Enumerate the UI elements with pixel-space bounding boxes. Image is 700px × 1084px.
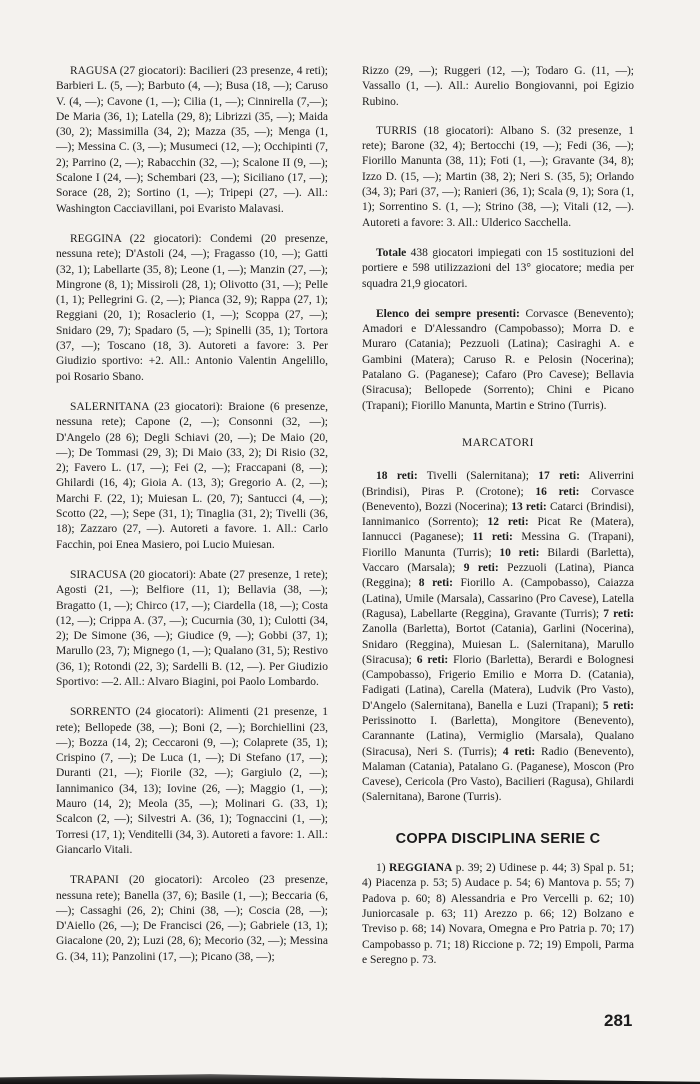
team-roster: (20 giocatori): Arcoleo (23 presenze, nessuna rete); Banella (37, 6); Basile (1, —); Beccaria (6, —); Cassaghi (26, 2); Chini (38, —); Coscia (28, —); D'Aiello (26, —); De Francisci (26, —); Gabriele (13, 1); Giacalone (20, 2); Luzi (28, 6); Mecorio (32, —); Messina G. (34, 11); Panzolini (17, —); Picano (38, —); bbox=[56, 874, 328, 963]
marcatori-scorers: Pezzuoli (Latina), Pianca (Reggina); bbox=[362, 562, 634, 590]
team-name: SORRENTO bbox=[70, 706, 131, 719]
left-column bbox=[56, 64, 328, 980]
marcatori-scorers: Catarci (Brindisi), Iannimanico (Sorrento); bbox=[362, 500, 634, 529]
marcatori-heading: MARCATORI bbox=[461, 436, 535, 449]
team-roster: (22 giocatori): Condemi (20 presenze, nessuna rete); D'Astoli (24, —); Fragasso (10, —); Gatti (32, 1); Labellarte (35, 8); Leone (1, —); Manzin (27, —); Mingrone (8, 1); Missiroli (28, 1); Olivotto (31, —); Pelle (1, 1); Pellegrini G. (2, —); Pianca (32, 9); Rappa (27, 1); Reggiani (20, 1); Rosaclerio (1, —); Scoppa (27, —); Snidaro (29, 7); Spadaro (5, —); Spinelli (35, 1); Tortora (37, —); Toscano (18, 3). Autoreti a favore: 3. Per Giudizio sportivo: +2. All.: Antonio Valentin Angelillo, poi Rosario Sbano. bbox=[56, 232, 328, 383]
marcatori-scorers: Picat Re (Matera), Iannucci (Paganese); bbox=[362, 516, 634, 544]
marcatori-goals-label: 11 reti: bbox=[472, 531, 513, 544]
marcatori-goals-label: 17 reti: bbox=[538, 470, 580, 483]
coppa-first-team: REGGIANA bbox=[389, 862, 453, 875]
team-entry-trapani bbox=[56, 873, 328, 965]
totale-label: Totale bbox=[376, 246, 407, 259]
marcatori-goals-label: 5 reti: bbox=[602, 699, 634, 712]
marcatori-goals-label: 7 reti: bbox=[603, 607, 634, 620]
team-entry-reggina bbox=[56, 232, 328, 385]
coppa-paragraph bbox=[362, 861, 634, 968]
coppa-rank-1: 1) bbox=[376, 862, 386, 875]
team-roster: (18 giocatori): Albano S. (32 presenze, 1 rete); Barone (32, 4); Bertocchi (19, —); Fedi (36, —); Fiorillo Manunta (38, 11); Foti (1, —); Gravante (34, 8); Izzo D. (15, —); Martin (38, 2); Neri S. (35, 5); Orlando (34, 3); Pari (37, —); Ranieri (36, 1); Scala (9, 1); Sora (1, 1); Sorrentino S. (1, —); Strino (38, —); Vitali (12, —). Autoreti a favore: 3. All.: Ulderico Sacchella. bbox=[362, 124, 634, 229]
marcatori-scorers: Aliverrini (Brindisi), Piras P. (Crotone); bbox=[362, 470, 635, 498]
team-name: TURRIS bbox=[376, 124, 417, 137]
marcatori-goals-label: 6 reti: bbox=[416, 653, 449, 666]
marcatori-scorers: Florio (Barletta), Berardi e Bolognesi (Campobasso), Frigerio Emilio e Morra D. (Catania), Fadigati (Latina), Carella (Matera), Ludvik (Pro Vasto), D'Angelo (Salernitana), Banella e Luzi (Trapani); bbox=[362, 653, 634, 712]
page-edge-shadow bbox=[0, 1062, 700, 1084]
team-name: REGGINA bbox=[70, 232, 122, 245]
marcatori-goals-label: 8 reti: bbox=[418, 577, 453, 590]
team-name: RAGUSA bbox=[70, 65, 117, 77]
marcatori-goals-label: 9 reti: bbox=[463, 562, 499, 575]
team-name: SIRACUSA bbox=[70, 568, 127, 581]
elenco-label: Elenco dei sempre presenti: bbox=[376, 307, 520, 320]
team-name: TRAPANI bbox=[70, 874, 119, 887]
team-entry-salernitana bbox=[56, 400, 328, 553]
marcatori-scorers: Messina G. (Trapani), Fiorillo Manunta (Turris); bbox=[362, 531, 634, 559]
marcatori-paragraph bbox=[362, 469, 634, 806]
marcatori-scorers: Bilardi (Barletta), Vaccaro (Marsala); bbox=[362, 546, 635, 575]
totale-text: 438 giocatori impiegati con 15 sostituzioni del portiere e 598 utilizzazioni del 13° giocatore; media per squadra 21,9 giocatori. bbox=[362, 246, 634, 290]
elenco-paragraph bbox=[362, 307, 634, 414]
team-roster: (20 giocatori): Abate (27 presenze, 1 rete); Agosti (21, —); Belfiore (11, 1); Bellavia (38, —); Bragatto (1, —); Chirco (17, —); Ciardella (18, —); Costa (12, —); Crippa A. (37, —); Cucurnia (30, 1); Culotti (34, 2); De Simone (36, —); Giudice (9, —); Gobbi (37, 1); Marullo (23, 7); Mignego (1, —); Qualano (31, 5); Restivo (36, 1); Rotondi (22, 3); Sardelli B. (12, —). Per Giudizio Sportivo: —2. All.: Alvaro Biagini, poi Paolo Lombardo. bbox=[56, 568, 328, 688]
team-entry-sorrento bbox=[56, 705, 328, 858]
team-entry-ragusa bbox=[56, 64, 328, 217]
team-entry-turris bbox=[362, 124, 634, 231]
coppa-disciplina-heading: COPPA DISCIPLINA SERIE C bbox=[395, 830, 601, 847]
marcatori-goals-label: 12 reti: bbox=[487, 516, 529, 529]
marcatori-scorers: Fiorillo A. (Campobasso), Caiazza (Latina), Umile (Marsala), Cassarino (Pro Cavese), Latella (Ragusa), Labellarte (Reggina), Gravante (Turris); bbox=[362, 577, 635, 620]
team-roster: (24 giocatori): Alimenti (21 presenze, 1 rete); Bellopede (38, —); Boni (2, —); Borchiellini (23, —); Bozza (14, 2); Ceccaroni (9, —); Colaprete (35, 1); Crispino (7, —); De Luca (1, —); Di Stefano (17, —); Duranti (21, —); Fiorile (32, —); Gargiulo (2, —); Iannimanico (34, 13); Iovine (26, —); Maggio (1, —); Mauro (14, 2); Meola (35, —); Molinari G. (33, 1); Scalcon (2, —); Silvestri A. (36, 1); Tognaccini (1, —); Torresi (17, 1); Venditelli (34, 3). Autoreti a favore: 1. All.: Giancarlo Vitali. bbox=[56, 706, 328, 856]
page-number: 281 bbox=[604, 1011, 633, 1030]
marcatori-scorers: Zanolla (Barletta), Bortot (Catania), Garlini (Nocerina), Snidaro (Reggina), Muiesan L. (Salernitana), Marullo (Siracusa); bbox=[362, 623, 634, 666]
marcatori-goals-label: 4 reti: bbox=[502, 745, 536, 758]
team-roster: (27 giocatori): Bacilieri (23 presenze, 4 reti); Barbieri L. (5, —); Barbuto (4, —); Busa (18, —); Caruso V. (4, —); Cavone (1, —); Cilia (1, —); Cinnirella (7,—); De Maria (36, 1); Latella (29, 8); Librizzi (35, —); Maida (30, 2); Massimilla (34, 2); Mazza (35, —); Menga (1, —); Messina C. (3, —); Musumeci (12, —); Occhipinti (7, 2); Parrino (2, —); Rabacchin (32, —); Scalone II (9, —); Scalone I (24, —); Schembari (23, —); Siciliano (17, —); Sorace (28, 2); Sortino (1, —); Tripepi (27, —). All.: Washington Cacciavillani, poi Evaristo Malavasi. bbox=[56, 65, 328, 215]
marcatori-goals-label: 10 reti: bbox=[499, 546, 540, 559]
trapani-continuation: Rizzo (29, —); Ruggeri (12, —); Todaro G. (11, —); Vassallo (1, —). All.: Aurelio Bongiovanni, poi Egizio Rubino. bbox=[362, 65, 634, 108]
right-column bbox=[362, 64, 634, 983]
marcatori-scorers: Perissinotto I. (Barletta), Mongitore (Benevento), Carannante (Latina), Vermiglio (Marsala), Qualano (Siracusa), Neri S. (Turris); bbox=[362, 714, 634, 758]
marcatori-scorers: Tivelli (Salernitana); bbox=[417, 470, 539, 483]
marcatori-goals-label: 18 reti: bbox=[376, 470, 418, 483]
coppa-text: p. 39; 2) Udinese p. 44; 3) Spal p. 51; 4) Piacenza p. 53; 5) Audace p. 54; 6) Mantova p. 55; 7) Padova p. 60; 8) Alessandria e Pro Vercelli p. 62; 10) Juniorcasale p. 63; 11) Arezzo p. 66; 12) Bolzano e Treviso p. 68; 14) Novara, Omegna e Pro Patria p. 70; 17) Campobasso p. 71; 18) Riccione p. 72; 19) Empoli, Parma e Seregno p. 73. bbox=[362, 862, 635, 966]
team-name: SALERNITANA bbox=[70, 400, 149, 413]
marcatori-scorers: Corvasce (Benevento), Bozzi (Nocerina); bbox=[362, 485, 634, 513]
totale-paragraph bbox=[362, 246, 634, 292]
team-roster: (23 giocatori): Braione (6 presenze, nessuna rete); Capone (2, —); Consonni (32, —); D'Angelo (28 6); Degli Schiavi (20, —); De Maio (20, —); De Tommasi (29, 3); Di Maio (33, 2); Di Risio (32, 2); Favero L. (17, —); Fei (2, —); Fraccapani (8, —); Ghilardi (16, 4); Gioia A. (13, 3); Gregorio A. (2, —); Marchi F. (22, 1); Muiesan L. (20, 7); Santucci (4, —); Scotto (22, —); Sepe (31, 1); Tinaglia (31, 2); Tivelli (36, 18); Zazzaro (27, —). Autoreti a favore. 1. All.: Carlo Facchin, poi Enea Masiero, poi Lucio Muiesan. bbox=[56, 400, 328, 551]
marcatori-scorers: Radio (Benevento), Malaman (Catania), Patalano G. (Paganese), Moscon (Pro Cavese), Cericola (Pro Vasto), Bacilieri (Ragusa), Ghilardi (Salernitana), Barone (Turris). bbox=[362, 745, 634, 804]
elenco-text: Corvasce (Benevento); Amadori e D'Alessandro (Campobasso); Morra D. e Muraro (Catania); Pezzuoli (Latina); Casiraghi A. e Gambini (Matera); Caruso R. e Pelosin (Nocerina); Patalano G. (Paganese); Cafaro (Pro Cavese); Bellavia (Siracusa); Bellopede (Sorrento); Chini e Picano (Trapani); Fiorillo Manunta, Martin e Strino (Turris). bbox=[362, 307, 634, 412]
team-entry-siracusa bbox=[56, 568, 328, 690]
marcatori-goals-label: 16 reti: bbox=[535, 485, 580, 498]
marcatori-goals-label: 13 reti: bbox=[511, 500, 547, 513]
